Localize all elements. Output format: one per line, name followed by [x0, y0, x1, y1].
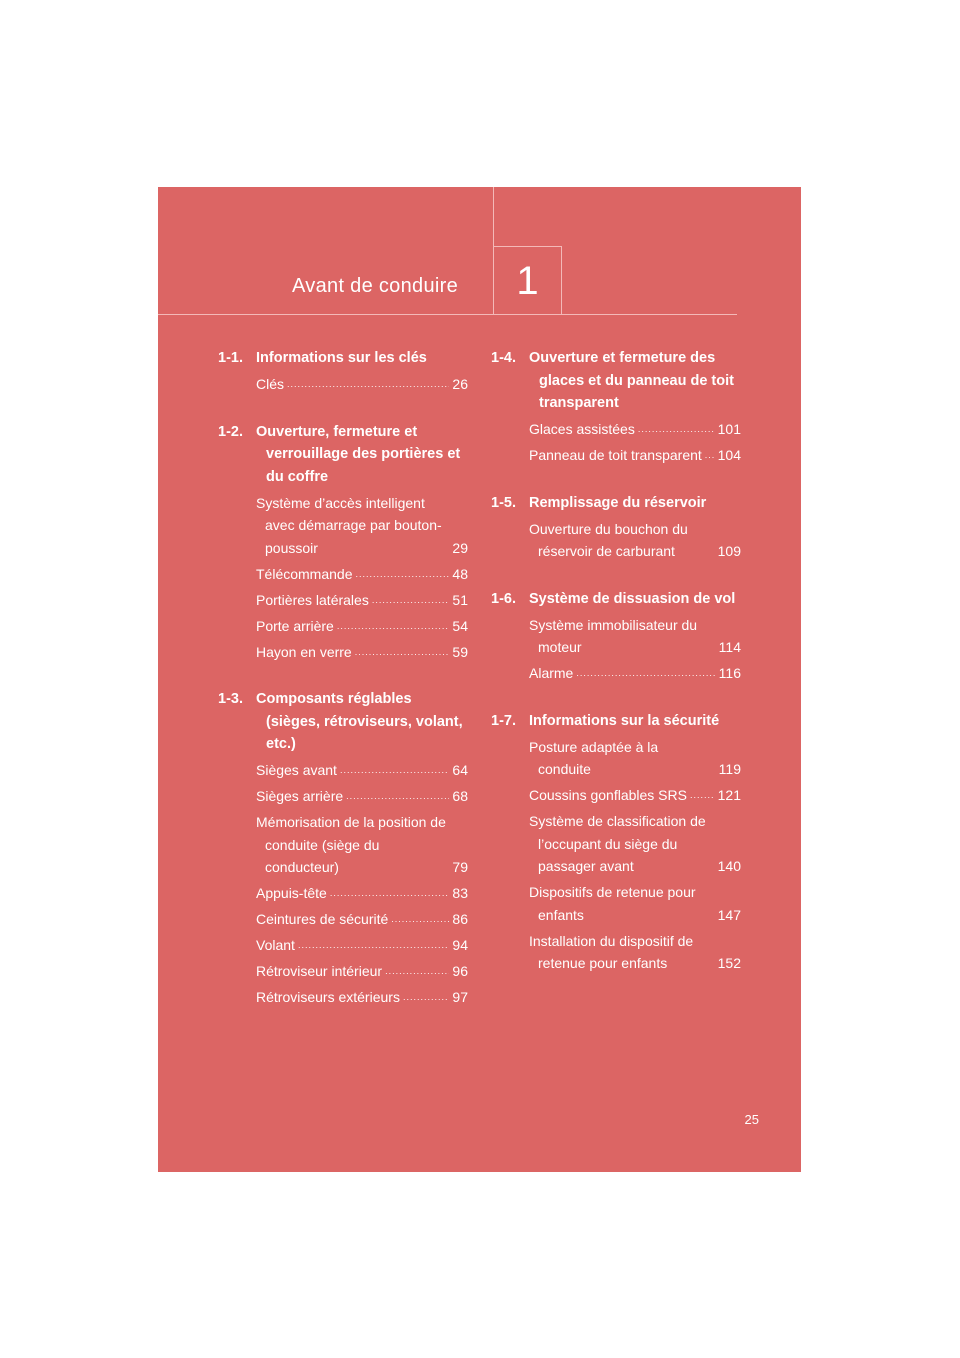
- section-heading[interactable]: [218, 347, 468, 370]
- toc-section: [218, 347, 468, 396]
- dot-leader: [346, 785, 449, 808]
- section-title: Remplissage du réservoir: [529, 494, 707, 511]
- toc-entry-label: Dispositifs de retenue pour enfants: [529, 884, 696, 923]
- dot-leader: [355, 641, 450, 664]
- section-heading[interactable]: [491, 710, 741, 733]
- section-heading[interactable]: [218, 421, 468, 489]
- toc-entry-label: Porte arrière: [256, 617, 334, 634]
- toc-entry[interactable]: [256, 492, 468, 560]
- toc-entry-page: 48: [452, 565, 468, 582]
- chapter-number: 1: [516, 258, 539, 303]
- toc-entry[interactable]: [256, 373, 468, 396]
- toc-entry[interactable]: [529, 518, 741, 563]
- section-entries: [491, 614, 741, 685]
- section-number: 1-4.: [491, 350, 516, 366]
- toc-entry-label: Ceintures de sécurité: [256, 911, 389, 927]
- section-number: 1-6.: [491, 590, 516, 607]
- toc-entry[interactable]: [256, 986, 468, 1009]
- toc-entry[interactable]: [256, 615, 468, 638]
- toc-entry-page: 59: [452, 643, 468, 660]
- section-title: Système de dissuasion de vol: [529, 590, 736, 607]
- toc-entry-page: 104: [717, 447, 741, 463]
- toc-entry-label: Glaces assistées: [529, 421, 635, 437]
- section-entries: [218, 492, 468, 664]
- toc-entry-page: 79: [452, 859, 468, 875]
- toc-entry-page: 114: [718, 639, 741, 655]
- toc-section: [491, 347, 741, 467]
- dot-leader: [356, 563, 450, 586]
- section-number: 1-3.: [218, 691, 243, 707]
- toc-entry-label: Système de classification de l’occupant du siège du passager avant: [529, 813, 706, 874]
- toc-entry-page: 86: [452, 911, 468, 927]
- toc-entry-label: Coussins gonflables SRS: [529, 787, 687, 803]
- toc-entry-label: Panneau de toit transparent: [529, 447, 702, 463]
- toc-section: [491, 588, 741, 685]
- toc-entry[interactable]: [256, 811, 468, 879]
- section-number: 1-5.: [491, 494, 516, 511]
- toc-entry-page: 54: [452, 617, 468, 634]
- dot-leader: [385, 960, 449, 983]
- dot-leader: [298, 934, 449, 957]
- toc-entry-page: 152: [717, 955, 741, 971]
- toc-entry-label: Posture adaptée à la conduite: [529, 738, 659, 777]
- toc-entry-label: Alarme: [529, 665, 574, 681]
- toc-entry[interactable]: [529, 736, 741, 781]
- dot-leader: [705, 444, 715, 467]
- toc-entry-page: 116: [718, 665, 741, 681]
- toc-entry-page: 26: [452, 376, 468, 392]
- toc-section: [491, 492, 741, 563]
- toc-entry-label: Portières latérales: [256, 591, 369, 608]
- toc-entry[interactable]: [256, 759, 468, 782]
- section-title: Informations sur la sécurité: [529, 712, 720, 729]
- chapter-title: Avant de conduire: [292, 275, 458, 297]
- toc-entry-page: 101: [717, 421, 741, 437]
- toc-entry-label: Installation du dispositif de retenue pour enfants: [529, 932, 694, 971]
- toc-entry-page: 119: [718, 761, 741, 777]
- toc-entry-label: Rétroviseur intérieur: [256, 963, 383, 979]
- toc-entry-page: 97: [452, 989, 468, 1005]
- dot-leader: [403, 986, 449, 1009]
- toc-entry[interactable]: [529, 662, 741, 685]
- section-entries: [218, 373, 468, 396]
- toc-left-column: [218, 347, 468, 1034]
- toc-entry-page: 147: [717, 906, 741, 923]
- section-title: Informations sur les clés: [256, 350, 427, 366]
- section-heading[interactable]: [218, 688, 468, 756]
- toc-entry-label: Volant: [256, 937, 295, 953]
- toc-entry[interactable]: [256, 785, 468, 808]
- toc-section: [218, 688, 468, 1009]
- toc-entry[interactable]: [256, 563, 468, 586]
- toc-entry[interactable]: [256, 882, 468, 905]
- dot-leader: [372, 589, 450, 612]
- toc-entry[interactable]: [256, 589, 468, 612]
- toc-entry[interactable]: [529, 614, 741, 659]
- toc-entry-label: Appuis-tête: [256, 885, 327, 901]
- dot-leader: [690, 784, 715, 807]
- toc-entry-page: 140: [717, 858, 741, 874]
- toc-entry-label: Ouverture du bouchon du réservoir de carburant: [529, 520, 688, 559]
- toc-entry-label: Rétroviseurs extérieurs: [256, 989, 400, 1005]
- section-heading[interactable]: [491, 588, 741, 611]
- page-number: 25: [744, 1112, 759, 1127]
- toc-entry-page: 64: [452, 762, 468, 778]
- dot-leader: [638, 418, 715, 441]
- chapter-number-box: [493, 246, 562, 315]
- toc-entry-label: Télécommande: [256, 565, 353, 582]
- toc-right-column: [491, 347, 741, 1000]
- toc-entry-page: 94: [452, 937, 468, 953]
- toc-entry-label: Clés: [256, 376, 285, 392]
- toc-entry[interactable]: [529, 418, 741, 441]
- toc-entry[interactable]: [256, 934, 468, 957]
- toc-entry[interactable]: [256, 960, 468, 983]
- section-entries: [218, 759, 468, 1009]
- dot-leader: [391, 908, 449, 931]
- section-title: Ouverture, fermeture et verrouillage des portières et du coffre: [256, 423, 461, 485]
- toc-entry-label: Mémorisation de la position de conduite (siège du conducteur): [256, 814, 446, 875]
- section-number: 1-7.: [491, 712, 516, 729]
- toc-entry-label: Hayon en verre: [256, 643, 352, 660]
- toc-entry-label: Système d’accès intelligent avec démarrage par bouton-poussoir: [256, 494, 442, 556]
- toc-entry[interactable]: [256, 908, 468, 931]
- toc-entry[interactable]: [529, 881, 741, 926]
- toc-entry[interactable]: [529, 444, 741, 467]
- header-divider-vertical: [493, 187, 494, 246]
- section-heading[interactable]: [491, 347, 741, 415]
- toc-entry-page: 68: [452, 788, 468, 804]
- section-title: Ouverture et fermeture des glaces et du panneau de toit transparent: [529, 350, 734, 411]
- toc-entry[interactable]: [529, 810, 741, 878]
- dot-leader: [576, 662, 715, 685]
- toc-entry-page: 96: [452, 963, 468, 979]
- toc-entry-page: 121: [717, 787, 741, 803]
- toc-entry-label: Système immobilisateur du moteur: [529, 616, 698, 655]
- section-title: Composants réglables (sièges, rétroviseurs, volant, etc.): [256, 691, 463, 752]
- toc-entry-label: Sièges avant: [256, 762, 337, 778]
- section-number: 1-1.: [218, 350, 243, 366]
- toc-entry[interactable]: [529, 930, 741, 975]
- toc-entry[interactable]: [529, 784, 741, 807]
- toc-section: [218, 421, 468, 664]
- section-entries: [491, 418, 741, 467]
- dot-leader: [340, 759, 449, 782]
- toc-entry-page: 109: [717, 543, 741, 559]
- chapter-toc-panel: [158, 187, 801, 1172]
- dot-leader: [337, 615, 450, 638]
- toc-entry-label: Sièges arrière: [256, 788, 344, 804]
- section-entries: [491, 518, 741, 563]
- header-divider-horizontal: [158, 314, 737, 315]
- section-heading[interactable]: [491, 492, 741, 515]
- section-number: 1-2.: [218, 423, 243, 440]
- section-entries: [491, 736, 741, 975]
- toc-entry-page: 29: [452, 539, 468, 556]
- toc-entry-page: 51: [452, 591, 468, 608]
- toc-entry-page: 83: [452, 885, 468, 901]
- dot-leader: [330, 882, 450, 905]
- dot-leader: [287, 373, 449, 396]
- toc-entry[interactable]: [256, 641, 468, 664]
- toc-section: [491, 710, 741, 975]
